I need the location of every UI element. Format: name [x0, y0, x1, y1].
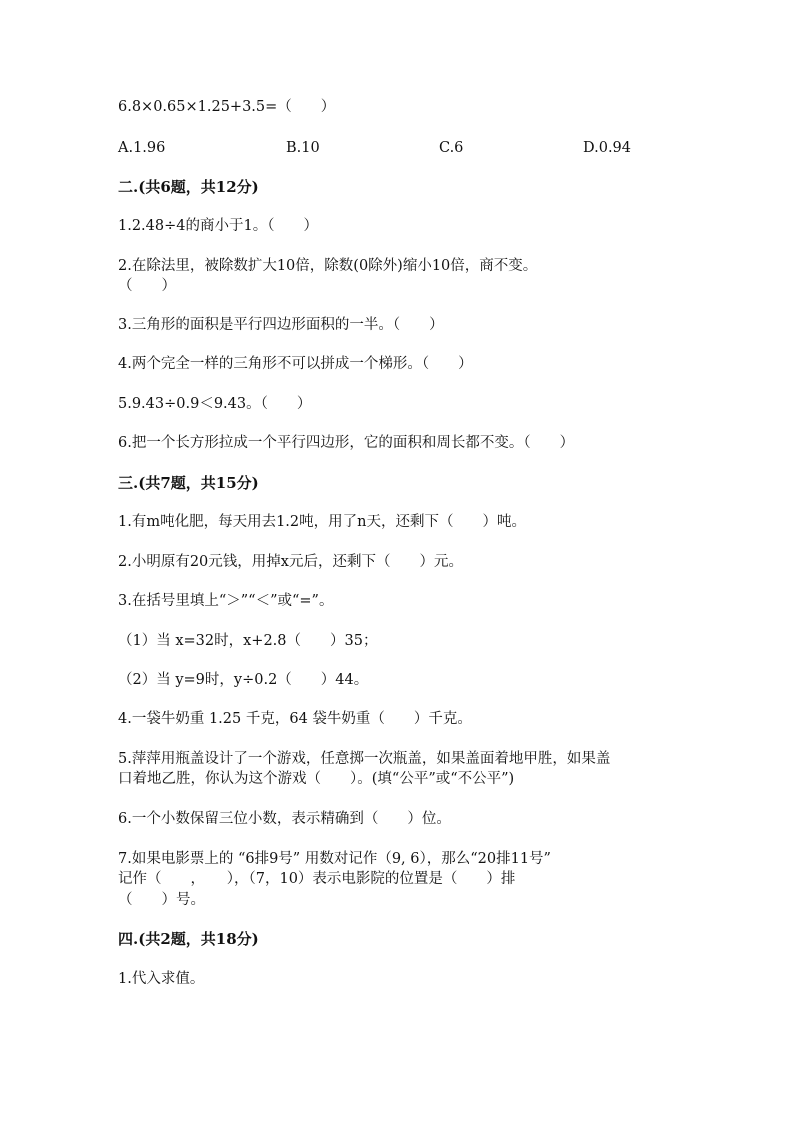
- s3-item-3: 3.在括号里填上“＞”“＜”或“=”。: [118, 593, 334, 609]
- s2-item-6: 6.把一个长方形拉成一个平行四边形，它的面积和周长都不变。（ ）: [118, 435, 575, 451]
- s3-item-4: 4.一袋牛奶重 1.25 千克，64 袋牛奶重（ ）千克。: [118, 711, 472, 727]
- s3-item-5-line-2: 口着地乙胜，你认为这个游戏（ ）。(填“公平”或“不公平”): [118, 771, 515, 787]
- s3-item-7-line-2: 记作（ ， ），（7，10）表示电影院的位置是（ ）排: [118, 871, 516, 887]
- s3-item-3-sub-2: （2）当 y=9时，y÷0.2（ ）44。: [118, 672, 369, 688]
- s2-item-5: 5.9.43÷0.9＜9.43。（ ）: [118, 396, 312, 412]
- question-6: 6.8×0.65×1.25+3.5=（ ）: [118, 99, 336, 115]
- s2-item-1: 1.2.48÷4的商小于1。（ ）: [118, 218, 318, 234]
- option-b: B.10: [286, 140, 320, 156]
- s2-item-4: 4.两个完全一样的三角形不可以拼成一个梯形。（ ）: [118, 356, 473, 372]
- section-4-title: 四.(共2题，共18分): [118, 930, 259, 948]
- s3-item-2: 2.小明原有20元钱，用掉x元后，还剩下（ ）元。: [118, 554, 463, 570]
- option-d: D.0.94: [583, 140, 632, 156]
- s3-item-6: 6.一个小数保留三位小数，表示精确到（ ）位。: [118, 811, 451, 827]
- s3-item-3-sub-1: （1）当 x=32时，x+2.8（ ）35；: [118, 633, 378, 649]
- s3-item-5-line-1: 5.萍萍用瓶盖设计了一个游戏，任意掷一次瓶盖，如果盖面着地甲胜，如果盖: [118, 751, 611, 767]
- option-a: A.1.96: [118, 140, 166, 156]
- section-3-title: 三.(共7题，共15分): [118, 474, 259, 492]
- s2-item-2-paren: （ ）: [118, 278, 176, 294]
- option-c: C.6: [439, 140, 464, 156]
- s3-item-7-line-1: 7.如果电影票上的 “6排9号” 用数对记作（9, 6），那么“20排11号”: [118, 851, 551, 867]
- s4-item-1: 1.代入求值。: [118, 971, 205, 987]
- section-2-title: 二.(共6题，共12分): [118, 178, 259, 196]
- s3-item-1: 1.有m吨化肥，每天用去1.2吨，用了n天，还剩下（ ）吨。: [118, 514, 526, 530]
- s2-item-2: 2.在除法里，被除数扩大10倍，除数(0除外)缩小10倍，商不变。: [118, 258, 538, 274]
- s2-item-3: 3.三角形的面积是平行四边形面积的一半。（ ）: [118, 317, 444, 333]
- s3-item-7-line-3: （ ）号。: [118, 892, 205, 908]
